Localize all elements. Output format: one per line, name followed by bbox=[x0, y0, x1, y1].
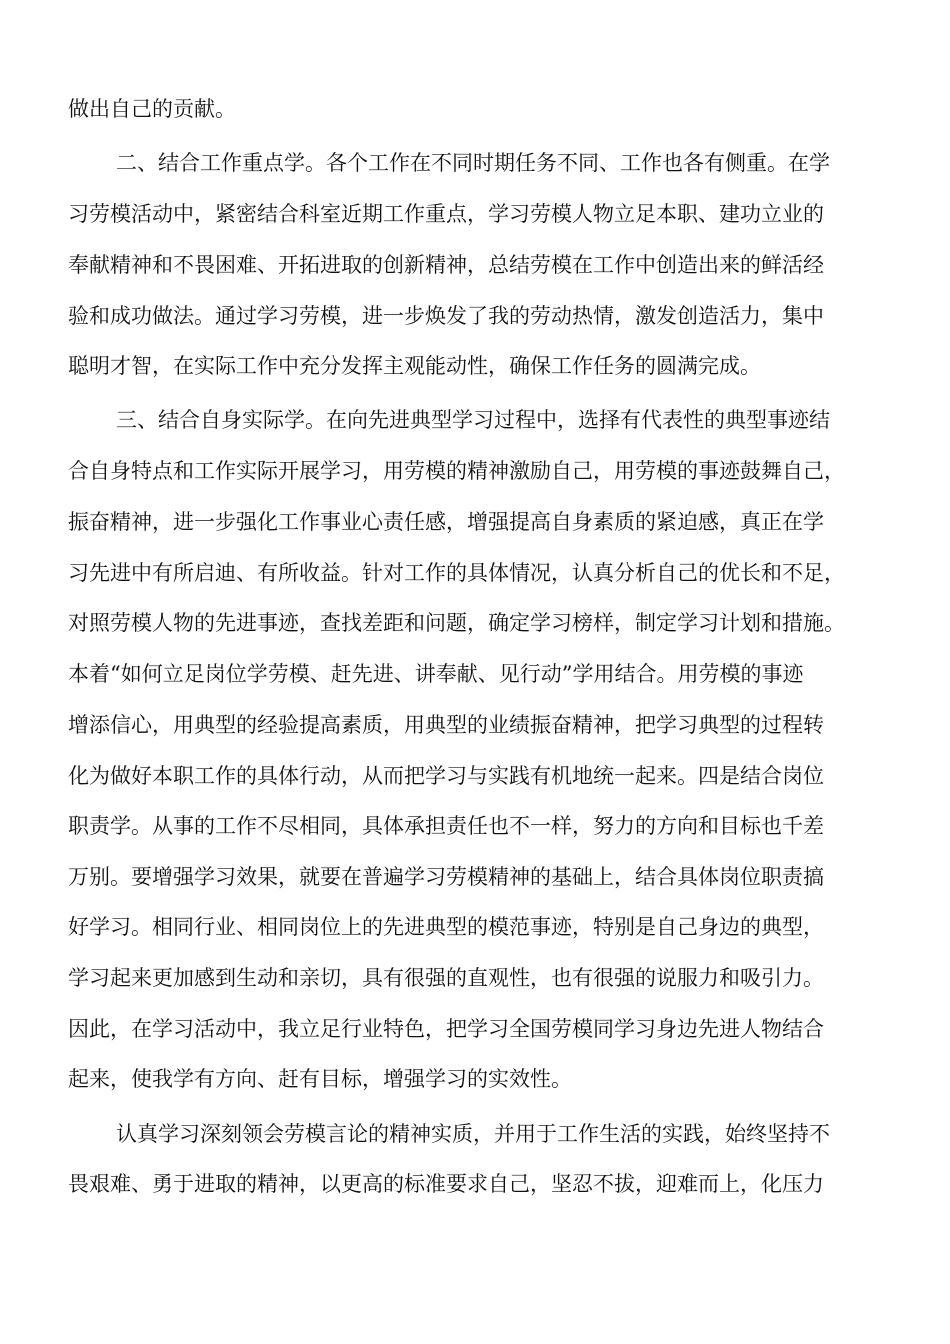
text-line: 本着“如何立足岗位学劳模、赶先进、讲奉献、见行动”学用结合。用劳模的事迹 bbox=[68, 662, 804, 686]
text-line: 奉献精神和不畏困难、开拓进取的创新精神，总结劳模在工作中创造出来的鲜活经 bbox=[68, 253, 824, 277]
text-line: 习劳模活动中，紧密结合科室近期工作重点，学习劳模人物立足本职、建功立业的 bbox=[68, 202, 824, 226]
text-line: 增添信心，用典型的经验提高素质，用典型的业绩振奋精神，把学习典型的过程转 bbox=[68, 713, 824, 737]
paragraph-4-first-line: 认真学习深刻领会劳模言论的精神实质，并用于工作生活的实践，始终坚持不 bbox=[116, 1122, 830, 1146]
text-line: 起来，使我学有方向、赶有目标，增强学习的实效性。 bbox=[68, 1067, 572, 1091]
text-line: 验和成功做法。通过学习劳模，进一步焕发了我的劳动热情，激发创造活力，集中 bbox=[68, 304, 824, 328]
text-line: 学习起来更加感到生动和亲切，具有很强的直观性，也有很强的说服力和吸引力。 bbox=[68, 966, 824, 990]
text-line: 化为做好本职工作的具体行动，从而把学习与实践有机地统一起来。四是结合岗位 bbox=[68, 764, 824, 788]
text-line: 职责学。从事的工作不尽相同，具体承担责任也不一样，努力的方向和目标也千差 bbox=[68, 814, 824, 838]
text-line: 振奋精神，进一步强化工作事业心责任感，增强提高自身素质的紧迫感，真正在学 bbox=[68, 510, 824, 534]
text-line: 合自身特点和工作实际开展学习，用劳模的精神激励自己，用劳模的事迹鼓舞自己， bbox=[68, 459, 845, 483]
paragraph-3-first-line: 三、结合自身实际学。在向先进典型学习过程中，选择有代表性的典型事迹结 bbox=[116, 408, 830, 432]
text-line: 对照劳模人物的先进事迹，查找差距和问题，确定学习榜样，制定学习计划和措施。 bbox=[68, 611, 845, 635]
text-line: 因此，在学习活动中，我立足行业特色，把学习全国劳模同学习身边先进人物结合 bbox=[68, 1017, 824, 1041]
paragraph-2-first-line: 二、结合工作重点学。各个工作在不同时期任务不同、工作也各有侧重。在学 bbox=[116, 151, 830, 175]
text-line: 聪明才智，在实际工作中充分发挥主观能动性，确保工作任务的圆满完成。 bbox=[68, 354, 761, 378]
text-line: 做出自己的贡献。 bbox=[68, 97, 236, 121]
text-line: 畏艰难、勇于进取的精神，以更高的标准要求自己，坚忍不拔，迎难而上，化压力 bbox=[68, 1172, 824, 1196]
text-line: 万别。要增强学习效果，就要在普遍学习劳模精神的基础上，结合具体岗位职责搞 bbox=[68, 865, 824, 889]
text-line: 习先进中有所启迪、有所收益。针对工作的具体情况，认真分析自己的优长和不足， bbox=[68, 561, 845, 585]
text-line: 好学习。相同行业、相同岗位上的先进典型的模范事迹，特别是自己身边的典型， bbox=[68, 915, 824, 939]
